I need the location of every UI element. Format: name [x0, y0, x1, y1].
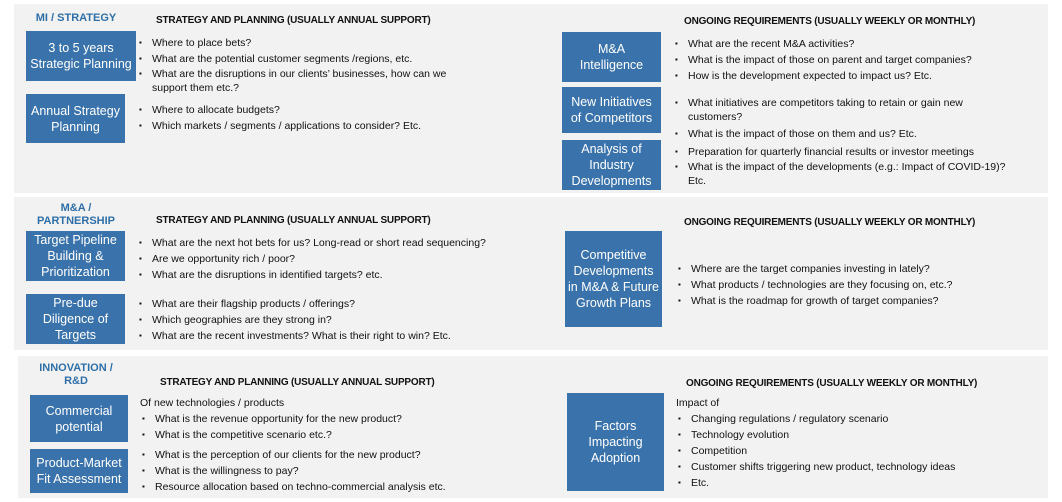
bullet: ▪ Where to place bets? [137, 35, 467, 51]
box-product-market-fit: Product-Market Fit Assessment [30, 449, 128, 493]
bullet: ▪ What are the potential customer segments /regions, etc. [137, 51, 467, 67]
left-heading-mi-strategy: STRATEGY AND PLANNING (USUALLY ANNUAL SUPPORT) [156, 15, 431, 26]
bullets-ma-intelligence [673, 36, 993, 84]
bullet: ▪ Where to allocate budgets? [137, 102, 467, 118]
right-intro-innovation: Impact of [676, 397, 720, 409]
section-title-ma-partnership: M&A / PARTNERSHIP [36, 202, 116, 227]
bullets-factors-impacting-adoption [676, 411, 996, 491]
bullets-strategic-planning [137, 35, 467, 97]
bullets-pre-due-diligence [137, 296, 517, 344]
left-heading-innovation: STRATEGY AND PLANNING (USUALLY ANNUAL SUPPORT) [160, 377, 435, 388]
box-new-initiatives: New Initiatives of Competitors [562, 87, 661, 133]
bullets-product-market-fit [140, 447, 500, 495]
bullet: ▪ Which geographies are they strong in? [137, 312, 517, 328]
box-target-pipeline: Target Pipeline Building & Prioritization [26, 231, 125, 281]
bullet: ▪ What is the impact of those on them and us? Etc. [673, 126, 973, 142]
bullet: ▪ Etc. [676, 475, 996, 491]
bullet: ▪ Changing regulations / regulatory scenario [676, 411, 996, 427]
bullet: ▪ Are we opportunity rich / poor? [137, 251, 517, 267]
bullet: ▪ What is the competitive scenario etc.? [140, 427, 500, 443]
bullet: ▪ How is the development expected to impact us? Etc. [673, 68, 993, 84]
bullet: ▪ What is the perception of our clients for the new product? [140, 447, 500, 463]
left-heading-ma-partnership: STRATEGY AND PLANNING (USUALLY ANNUAL SUPPORT) [156, 215, 431, 226]
bullet: ▪ Technology evolution [676, 427, 996, 443]
bullet: ▪ What is the impact of the developments (e.g.: Impact of COVID-19)? Etc. [673, 160, 1018, 190]
bullet: ▪ What is the roadmap for growth of target companies? [676, 293, 996, 309]
bullets-annual-strategy-planning [137, 102, 467, 134]
bullet: ▪ What is the revenue opportunity for the new product? [140, 411, 500, 427]
right-heading-mi-strategy: ONGOING REQUIREMENTS (USUALLY WEEKLY OR MONTHLY) [684, 16, 976, 27]
box-industry-developments: Analysis of Industry Developments [562, 140, 661, 190]
bullet: ▪ What are the disruptions in our clients’ businesses, how can we support them etc.? [137, 67, 467, 97]
box-commercial-potential: Commercial potential [30, 395, 128, 442]
bullets-industry-developments [673, 144, 1018, 190]
bullet: ▪ Where are the target companies investing in lately? [676, 261, 996, 277]
right-heading-ma-partnership: ONGOING REQUIREMENTS (USUALLY WEEKLY OR MONTHLY) [684, 217, 976, 228]
bullet: ▪ What are the recent M&A activities? [673, 36, 993, 52]
bullets-new-initiatives [673, 96, 973, 142]
bullets-commercial-potential [140, 411, 500, 443]
bullets-target-pipeline [137, 235, 517, 283]
box-competitive-developments: Competitive Developments in M&A & Future Growth Plans [565, 231, 662, 327]
bullet: ▪ What are the disruptions in identified targets? etc. [137, 267, 517, 283]
bullet: ▪ Preparation for quarterly financial results or investor meetings [673, 144, 1018, 160]
box-factors-impacting-adoption: Factors Impacting Adoption [567, 393, 664, 491]
box-ma-intelligence: M&A Intelligence [562, 32, 661, 82]
bullet: ▪ What products / technologies are they focusing on, etc.? [676, 277, 996, 293]
right-heading-innovation: ONGOING REQUIREMENTS (USUALLY WEEKLY OR MONTHLY) [686, 378, 978, 389]
box-strategic-planning: 3 to 5 years Strategic Planning [26, 31, 136, 81]
bullet: ▪ What is the willingness to pay? [140, 463, 500, 479]
bullet: ▪ Which markets / segments / applications to consider? Etc. [137, 118, 467, 134]
bullet: ▪ What initiatives are competitors taking to retain or gain new customers? [673, 96, 973, 126]
bullet: ▪ What are their flagship products / offerings? [137, 296, 517, 312]
box-annual-strategy-planning: Annual Strategy Planning [26, 94, 125, 143]
section-title-mi-strategy: MI / STRATEGY [35, 12, 117, 24]
bullets-competitive-developments [676, 261, 996, 309]
bullet: ▪ What are the next hot bets for us? Long-read or short read sequencing? [137, 235, 517, 251]
bullet: ▪ Resource allocation based on techno-commercial analysis etc. [140, 479, 500, 495]
box-pre-due-diligence: Pre-due Diligence of Targets [26, 294, 125, 344]
bullet: ▪ What is the impact of those on parent and target companies? [673, 52, 993, 68]
bullet: ▪ Competition [676, 443, 996, 459]
bullet: ▪ What are the recent investments? What is their right to win? Etc. [137, 328, 517, 344]
bullet: ▪ Customer shifts triggering new product, technology ideas [676, 459, 996, 475]
left-intro-innovation: Of new technologies / products [140, 397, 285, 409]
section-title-innovation: INNOVATION / R&D [39, 362, 113, 387]
